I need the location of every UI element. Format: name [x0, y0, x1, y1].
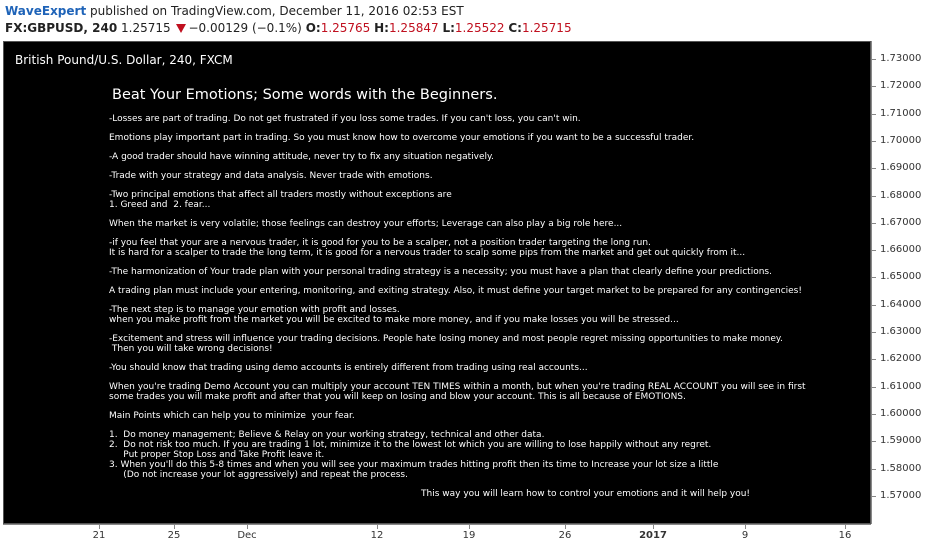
symbol-quote-line	[5, 21, 572, 35]
price-axis[interactable]	[871, 41, 932, 524]
price-tick	[872, 359, 876, 360]
note-title: Beat Your Emotions; Some words with the Beginners.	[112, 87, 498, 103]
price-label: 1.67000	[880, 216, 922, 228]
note-paragraph: -The harmonization of Your trade plan with your personal trading strategy is a necessity; you must have a plan that clearly define your predictions.	[109, 267, 772, 277]
price-label: 1.58000	[880, 462, 922, 474]
publication-line	[5, 4, 464, 18]
note-paragraph: When you're trading Demo Account you can multiply your account TEN TIMES within a month, but when you're trading REAL ACCOUNT you will see in first some trades you will make profit and after that you will keep on losing and blow your account. This is all because of EMOTIONS.	[109, 382, 806, 402]
note-points-list: 1. Do money management; Believe & Relay on your working strategy, technical and other data. 2. Do not risk too much. If you are trading 1 lot, minimize it to the lowest lot which you are willing to lose happily without any regret. Put proper Stop Loss and Take Profit leave it. 3. When you'll do this 5-8 times and when you will see your maximum trades hitting profit then its time to Increase your lot size a little (Do not increase your lot aggressively) and repeat the process.	[109, 430, 719, 480]
note-paragraph: When the market is very volatile; those feelings can destroy your efforts; Leverage can also play a big role here...	[109, 219, 623, 229]
price-label: 1.73000	[880, 53, 922, 64]
time-tick	[174, 525, 175, 529]
price-tick	[872, 414, 876, 415]
time-label: Dec	[237, 530, 257, 541]
time-axis[interactable]	[3, 524, 871, 550]
time-label: 25	[167, 530, 181, 541]
note-paragraph: -Losses are part of trading. Do not get frustrated if you loss some trades. If you can't loss, you can't win.	[109, 114, 581, 124]
price-label: 1.60000	[880, 407, 922, 419]
close-label: C:	[508, 21, 522, 35]
price-tick	[872, 86, 876, 87]
time-tick	[247, 525, 248, 529]
open-label: O:	[305, 21, 321, 35]
note-paragraph: A trading plan must include your entering, monitoring, and exiting strategy. Also, it must define your target market to be prepared for any contingencies!	[109, 286, 802, 296]
note-paragraph: -Excitement and stress will influence your trading decisions. People hate losing money and most people regret missing opportunities to make money. Then you will take wrong decisions!	[109, 334, 783, 354]
time-tick	[377, 525, 378, 529]
price-tick	[872, 114, 876, 115]
open-value: 1.25765	[320, 21, 371, 35]
price-tick	[872, 469, 876, 470]
price-label: 1.72000	[880, 80, 922, 92]
price-label: 1.68000	[880, 189, 922, 201]
time-label: 26	[558, 530, 572, 541]
price-tick	[872, 277, 876, 278]
price-tick	[872, 59, 876, 60]
price-label: 1.70000	[880, 134, 922, 146]
price-label: 1.62000	[880, 353, 922, 365]
time-label: 12	[370, 530, 384, 541]
high-value: 1.25847	[388, 21, 439, 35]
time-tick	[565, 525, 566, 529]
price-tick	[872, 496, 876, 497]
time-tick	[469, 525, 470, 529]
time-tick	[653, 525, 654, 529]
price-tick	[872, 168, 876, 169]
price-tick	[872, 332, 876, 333]
note-paragraph: -The next step is to manage your emotion with profit and losses. when you make profit from the market you will be excited to make more money, and if you make losses you will be stressed...	[109, 305, 679, 325]
published-text: published on TradingView.com, December 11, 2016 02:53 EST	[90, 4, 464, 18]
chart-pane[interactable]	[3, 41, 871, 524]
note-paragraph: -You should know that trading using demo accounts is entirely different from trading using real accounts...	[109, 363, 588, 373]
symbol-label: FX:GBPUSD, 240	[5, 21, 118, 35]
price-label: 1.66000	[880, 244, 922, 256]
time-label: 9	[741, 530, 749, 541]
note-paragraph: -A good trader should have winning attitude, never try to fix any situation negatively.	[109, 152, 494, 162]
time-label: 19	[462, 530, 476, 541]
author-link[interactable]: WaveExpert	[5, 4, 87, 18]
price-tick	[872, 441, 876, 442]
price-change: −0.00129 (−0.1%)	[188, 21, 302, 35]
price-tick	[872, 387, 876, 388]
last-price: 1.25715	[121, 21, 171, 35]
price-tick	[872, 141, 876, 142]
note-paragraph: -Two principal emotions that affect all traders mostly without exceptions are 1. Greed and 2. fear...	[109, 190, 452, 210]
note-paragraph: -if you feel that your are a nervous trader, it is good for you to be a scalper, not a position trader targeting the long run. It is hard for a scalper to trade the long term, it is good for a nervous trader to scalp some pips from the market and get out quickly from it...	[109, 238, 746, 258]
note-text-block[interactable]	[109, 114, 864, 508]
price-label: 1.57000	[880, 489, 922, 501]
publication-header	[0, 0, 932, 40]
time-label: 2017	[639, 530, 667, 541]
time-label: 21	[92, 530, 106, 541]
high-label: H:	[374, 21, 389, 35]
price-label: 1.71000	[880, 107, 922, 119]
note-paragraph: Emotions play important part in trading. So you must know how to overcome your emotions if you want to be a successful trader.	[109, 133, 695, 143]
price-tick	[872, 305, 876, 306]
note-closing: This way you will learn how to control your emotions and it will help you!	[421, 489, 751, 499]
price-label: 1.64000	[880, 298, 922, 310]
time-label: 16	[838, 530, 852, 541]
low-value: 1.25522	[454, 21, 505, 35]
low-label: L:	[442, 21, 455, 35]
close-value: 1.25715	[521, 21, 572, 35]
price-label: 1.65000	[880, 271, 922, 283]
price-tick	[872, 223, 876, 224]
price-label: 1.69000	[880, 162, 922, 174]
time-tick	[845, 525, 846, 529]
price-label: 1.61000	[880, 380, 922, 392]
time-tick	[99, 525, 100, 529]
down-arrow-icon	[176, 24, 186, 33]
note-paragraph: -Trade with your strategy and data analysis. Never trade with emotions.	[109, 171, 433, 181]
chart-title: British Pound/U.S. Dollar, 240, FXCM	[15, 53, 233, 67]
price-tick	[872, 250, 876, 251]
note-paragraph: Main Points which can help you to minimize your fear.	[109, 411, 355, 421]
price-label: 1.59000	[880, 435, 922, 447]
price-label: 1.63000	[880, 326, 922, 337]
time-tick	[745, 525, 746, 529]
price-tick	[872, 196, 876, 197]
